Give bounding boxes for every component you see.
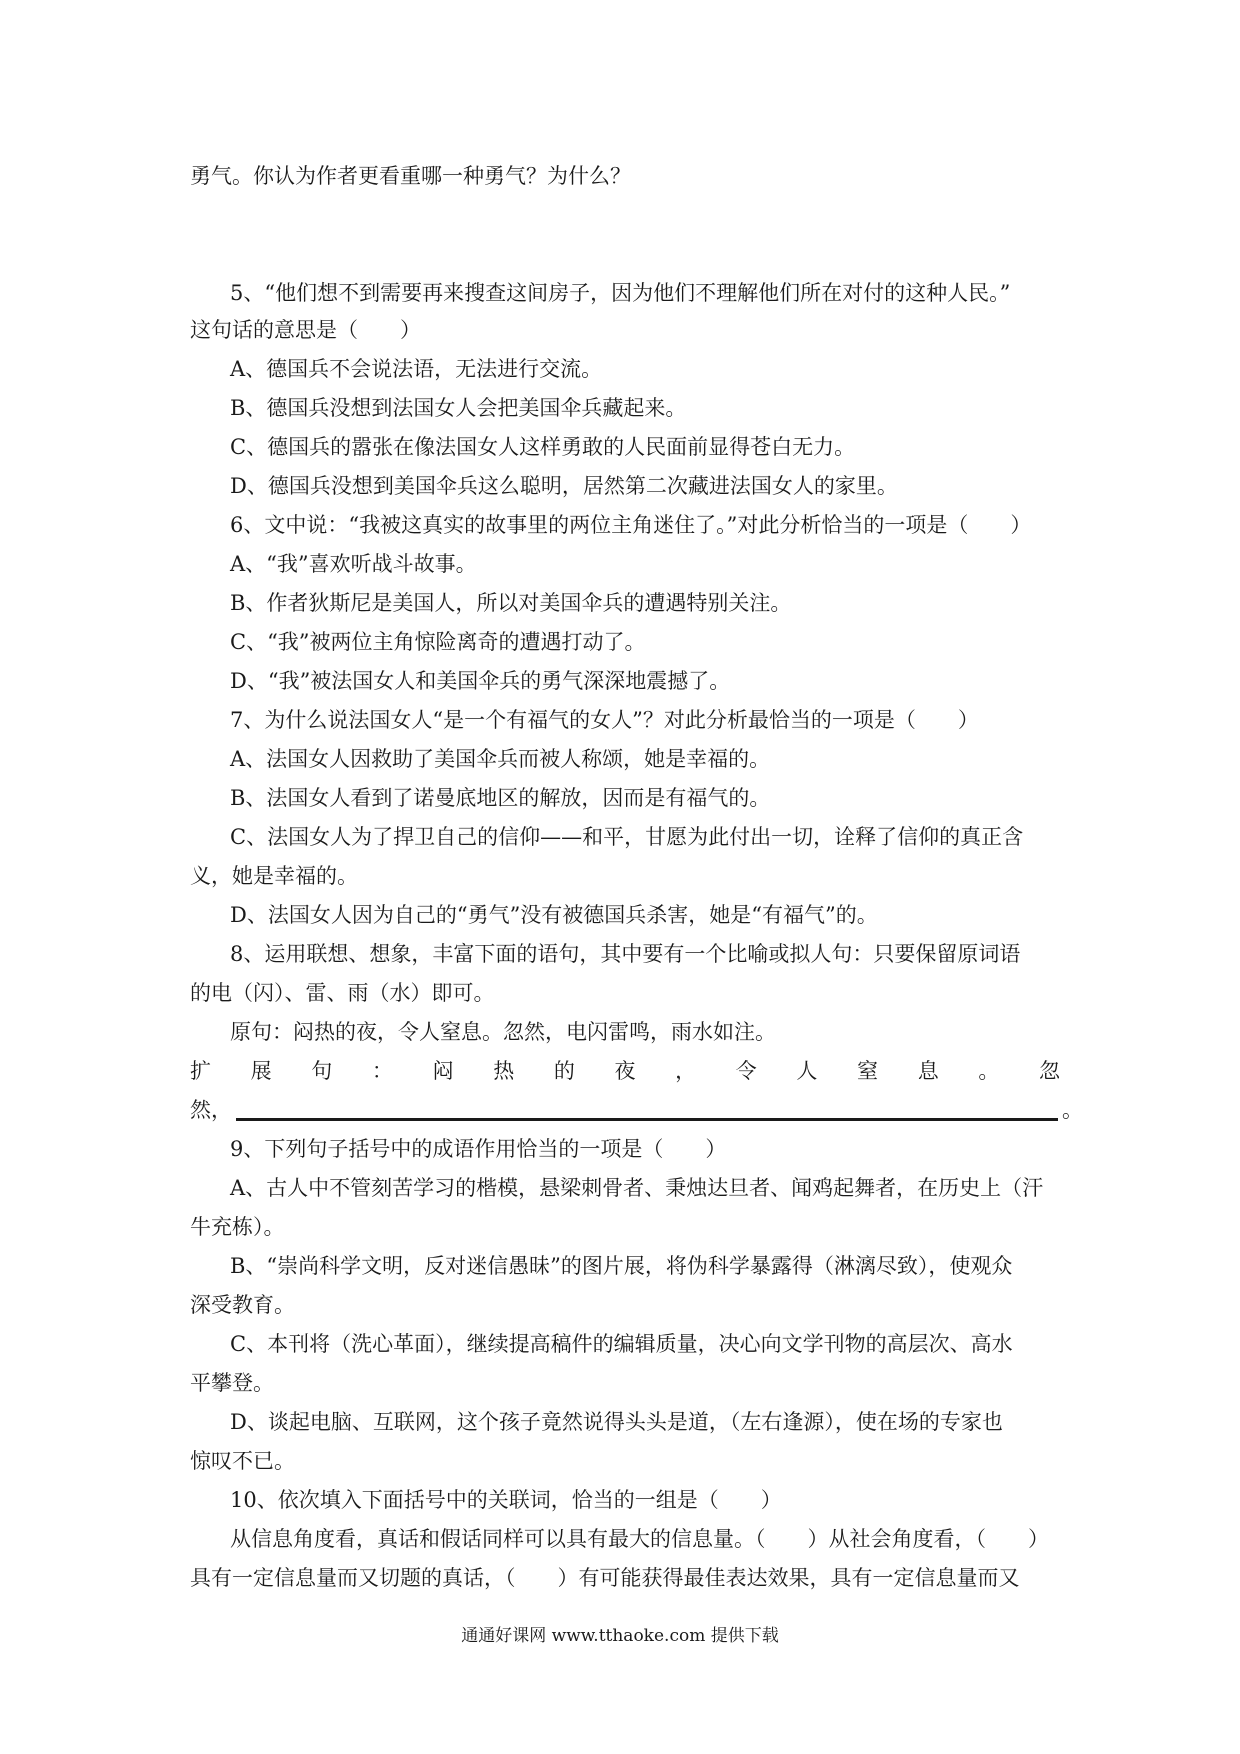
char: 人 [796, 1059, 818, 1083]
char: 句 [311, 1059, 333, 1083]
char: 的 [553, 1059, 575, 1083]
option-d: D、德国兵没想到美国伞兵这么聪明，居然第二次藏进法国女人的家里。 [230, 474, 898, 498]
option-c: C、“我”被两位主角惊险离奇的遭遇打动了。 [230, 630, 646, 654]
char: 展 [250, 1059, 272, 1083]
option-c: C、法国女人为了捍卫自己的信仰——和平，甘愿为此付出一切，诠释了信仰的真正含 [230, 825, 1024, 849]
question-6: 6、文中说：“我被这真实的故事里的两位主角迷住了。”对此分析恰当的一项是（ ） [230, 513, 1032, 537]
option-a: A、“我”喜欢听战斗故事。 [230, 552, 477, 576]
char: 。 [978, 1059, 1000, 1083]
expanded-sentence-label [190, 1056, 1060, 1086]
option-c: C、本刊将（洗心革面），继续提高稿件的编辑质量，决心向文学刊物的高层次、高水 [230, 1332, 1013, 1356]
option-b: B、“崇尚科学文明，反对迷信愚昧”的图片展，将伪科学暴露得（淋漓尽致），使观众 [230, 1254, 1013, 1278]
char: ， [675, 1059, 697, 1083]
option-b: B、法国女人看到了诺曼底地区的解放，因而是有福气的。 [230, 786, 771, 810]
char: 窒 [857, 1059, 879, 1083]
char: 热 [493, 1059, 515, 1083]
text-line: 平攀登。 [190, 1371, 274, 1395]
option-b: B、作者狄斯尼是美国人，所以对美国伞兵的遭遇特别关注。 [230, 591, 792, 615]
text-line: 勇气。你认为作者更看重哪一种勇气？为什么？ [190, 164, 631, 188]
char: 忽 [1038, 1059, 1060, 1083]
option-d: D、谈起电脑、互联网，这个孩子竟然说得头头是道，（左右逢源），使在场的专家也 [230, 1410, 1003, 1434]
option-b: B、德国兵没想到法国女人会把美国伞兵藏起来。 [230, 396, 687, 420]
text-line: 的电（闪）、雷、雨（水）即可。 [190, 981, 495, 1005]
original-sentence: 原句：闷热的夜，令人窒息。忽然，电闪雷鸣，雨水如注。 [230, 1020, 776, 1044]
option-a: A、法国女人因救助了美国伞兵而被人称颂，她是幸福的。 [230, 747, 771, 771]
char: 扩 [190, 1059, 211, 1083]
text-line: 从信息角度看，真话和假话同样可以具有最大的信息量。（ ）从社会角度看，（ ） [230, 1527, 1049, 1551]
char: ： [371, 1059, 393, 1083]
text-fragment: 然， [190, 1098, 232, 1122]
text-line: 具有一定信息量而又切题的真话，（ ）有可能获得最佳表达效果，具有一定信息量而又 [190, 1566, 1020, 1590]
option-a: A、古人中不管刻苦学习的楷模，悬梁刺骨者、秉烛达旦者、闻鸡起舞者，在历史上（汗 [230, 1176, 1044, 1200]
char: 闷 [432, 1059, 454, 1083]
char: 令 [735, 1059, 757, 1083]
text-line: 深受教育。 [190, 1293, 295, 1317]
page-footer: 通通好课网 www.tthaoke.com 提供下载 [461, 1626, 779, 1646]
text-fragment: 。 [1062, 1098, 1083, 1122]
char: 息 [917, 1059, 939, 1083]
question-9: 9、下列句子括号中的成语作用恰当的一项是（ ） [230, 1137, 727, 1161]
question-10: 10、依次填入下面括号中的关联词，恰当的一组是（ ） [230, 1488, 782, 1512]
answer-blank[interactable] [236, 1118, 1058, 1121]
question-5: 5、“他们想不到需要再来搜查这间房子，因为他们不理解他们所在对付的这种人民。” [230, 281, 1011, 305]
text-line: 这句话的意思是（ ） [190, 318, 421, 342]
option-d: D、法国女人因为自己的“勇气”没有被德国兵杀害，她是“有福气”的。 [230, 903, 878, 927]
option-a: A、德国兵不会说法语，无法进行交流。 [230, 357, 603, 381]
option-d: D、“我”被法国女人和美国伞兵的勇气深深地震撼了。 [230, 669, 731, 693]
char: 夜 [614, 1059, 636, 1083]
text-line: 义，她是幸福的。 [190, 864, 358, 888]
text-line: 牛充栋）。 [190, 1215, 285, 1239]
option-c: C、德国兵的嚣张在像法国女人这样勇敢的人民面前显得苍白无力。 [230, 435, 856, 459]
text-line: 惊叹不已。 [190, 1449, 295, 1473]
question-8: 8、运用联想、想象，丰富下面的语句，其中要有一个比喻或拟人句：只要保留原词语 [230, 942, 1021, 966]
question-7: 7、为什么说法国女人“是一个有福气的女人”？对此分析最恰当的一项是（ ） [230, 708, 979, 732]
answer-line [190, 1095, 1083, 1125]
